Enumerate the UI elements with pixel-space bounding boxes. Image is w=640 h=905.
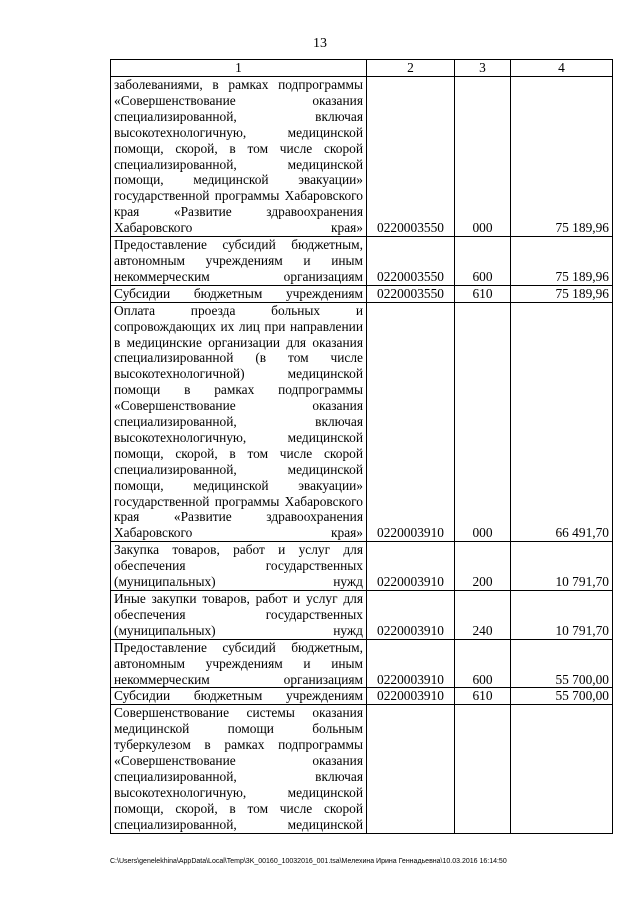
row-target-code: 0220003910 <box>367 542 455 591</box>
row-description: Оплата проезда больных и сопровождающих их лиц при направлении в медицинские организации для оказания специализированной (в том числе высокотехнологичной) медицинской помощи в рамках подпрограммы «Совершенствование оказания специализированной, включая высокотехнологичную, медицинской помощи, скорой, в том числе скорой специализированной, медицинской помощи, медицинской эвакуации» государственной программы Хабаровского края «Развитие здравоохранения Хабаровского края» <box>111 302 367 542</box>
column-header-amount: 4 <box>511 60 613 77</box>
row-description: Субсидии бюджетным учреждениям <box>111 285 367 302</box>
row-description: Субсидии бюджетным учреждениям <box>111 688 367 705</box>
row-target-code: 0220003550 <box>367 285 455 302</box>
table-header-row <box>111 60 613 77</box>
row-expense-type: 000 <box>455 77 511 237</box>
row-amount: 75 189,96 <box>511 77 613 237</box>
row-expense-type: 000 <box>455 302 511 542</box>
row-target-code: 0220003550 <box>367 237 455 286</box>
table-row <box>111 285 613 302</box>
page-number: 13 <box>313 36 327 51</box>
column-header-target-code: 2 <box>367 60 455 77</box>
row-description: Иные закупки товаров, работ и услуг для обеспечения государственных (муниципальных) нужд <box>111 591 367 640</box>
row-target-code: 0220003550 <box>367 77 455 237</box>
row-expense-type <box>455 705 511 833</box>
row-target-code: 0220003910 <box>367 639 455 688</box>
row-amount: 66 491,70 <box>511 302 613 542</box>
row-description: Предоставление субсидий бюджетным, автономным учреждениям и иным некоммерческим организациям <box>111 639 367 688</box>
row-description: Закупка товаров, работ и услуг для обеспечения государственных (муниципальных) нужд <box>111 542 367 591</box>
table-row <box>111 237 613 286</box>
row-description: Предоставление субсидий бюджетным, автономным учреждениям и иным некоммерческим организациям <box>111 237 367 286</box>
row-expense-type: 200 <box>455 542 511 591</box>
row-target-code: 0220003910 <box>367 591 455 640</box>
table-row <box>111 302 613 542</box>
row-target-code <box>367 705 455 833</box>
row-amount: 75 189,96 <box>511 237 613 286</box>
row-amount <box>511 705 613 833</box>
row-expense-type: 610 <box>455 285 511 302</box>
file-path-footer: C:\Users\genelekhina\AppData\Local\Temp\3K_00160_10032016_001.tsa\Мелехина Ирина Геннадьевна\10.03.2016 16:14:50 <box>110 858 507 865</box>
table-row <box>111 639 613 688</box>
row-amount: 75 189,96 <box>511 285 613 302</box>
row-description: заболеваниями, в рамках подпрограммы «Совершенствование оказания специализированной, включая высокотехнологичную, медицинской помощи, скорой, в том числе скорой специализированной, медицинской помощи, медицинской эвакуации» государственной программы Хабаровского края «Развитие здравоохранения Хабаровского края» <box>111 77 367 237</box>
row-description: Совершенствование системы оказания медицинской помощи больным туберкулезом в рамках подпрограммы «Совершенствование оказания специализированной, включая высокотехнологичную, медицинской помощи, скорой, в том числе скорой специализированной, медицинской <box>111 705 367 833</box>
row-amount: 10 791,70 <box>511 542 613 591</box>
row-amount: 10 791,70 <box>511 591 613 640</box>
column-header-description: 1 <box>111 60 367 77</box>
table-row <box>111 688 613 705</box>
row-amount: 55 700,00 <box>511 639 613 688</box>
table-row <box>111 705 613 833</box>
row-expense-type: 240 <box>455 591 511 640</box>
column-header-expense-type: 3 <box>455 60 511 77</box>
table-row <box>111 591 613 640</box>
budget-table <box>110 59 613 834</box>
table-row <box>111 542 613 591</box>
row-amount: 55 700,00 <box>511 688 613 705</box>
row-target-code: 0220003910 <box>367 688 455 705</box>
row-target-code: 0220003910 <box>367 302 455 542</box>
row-expense-type: 600 <box>455 639 511 688</box>
row-expense-type: 610 <box>455 688 511 705</box>
table-row <box>111 77 613 237</box>
row-expense-type: 600 <box>455 237 511 286</box>
